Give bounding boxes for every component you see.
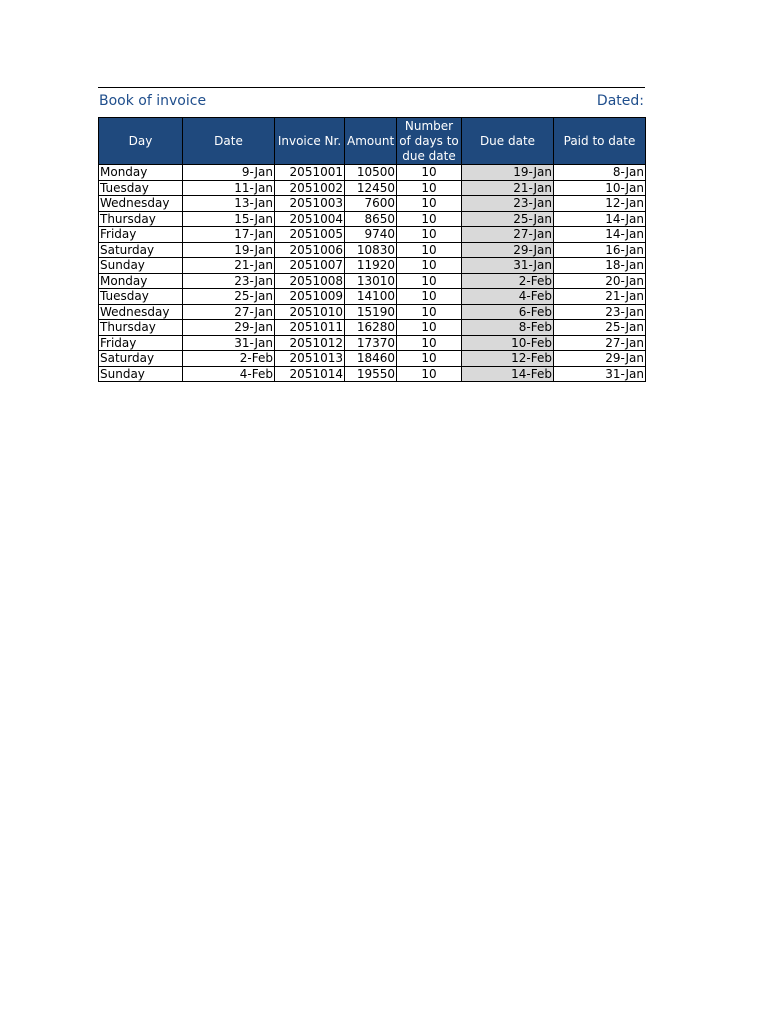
cell-day[interactable]: Tuesday xyxy=(99,180,183,196)
table-row xyxy=(99,289,646,305)
cell-paid-to-date[interactable]: 12-Jan xyxy=(554,196,646,212)
cell-days-to-due[interactable]: 10 xyxy=(397,211,462,227)
cell-date[interactable]: 2-Feb xyxy=(183,351,275,367)
cell-due-date[interactable]: 2-Feb xyxy=(462,273,554,289)
cell-due-date[interactable]: 6-Feb xyxy=(462,304,554,320)
cell-paid-to-date[interactable]: 25-Jan xyxy=(554,320,646,336)
cell-paid-to-date[interactable]: 14-Jan xyxy=(554,211,646,227)
table-row xyxy=(99,273,646,289)
dated-label: Dated: xyxy=(596,93,644,109)
cell-days-to-due[interactable]: 10 xyxy=(397,289,462,305)
cell-days-to-due[interactable]: 10 xyxy=(397,180,462,196)
cell-paid-to-date[interactable]: 23-Jan xyxy=(554,304,646,320)
cell-day[interactable]: Saturday xyxy=(99,351,183,367)
cell-date[interactable]: 23-Jan xyxy=(183,273,275,289)
table-row xyxy=(99,165,646,181)
cell-date[interactable]: 27-Jan xyxy=(183,304,275,320)
column-header-due-date[interactable]: Due date xyxy=(462,118,554,165)
cell-due-date[interactable]: 29-Jan xyxy=(462,242,554,258)
cell-paid-to-date[interactable]: 21-Jan xyxy=(554,289,646,305)
cell-date[interactable]: 31-Jan xyxy=(183,335,275,351)
cell-invoice-nr[interactable]: 2051001 xyxy=(275,165,345,181)
cell-day[interactable]: Sunday xyxy=(99,366,183,382)
cell-paid-to-date[interactable]: 29-Jan xyxy=(554,351,646,367)
cell-day[interactable]: Sunday xyxy=(99,258,183,274)
cell-date[interactable]: 11-Jan xyxy=(183,180,275,196)
cell-due-date[interactable]: 10-Feb xyxy=(462,335,554,351)
cell-days-to-due[interactable]: 10 xyxy=(397,165,462,181)
cell-amount[interactable]: 19550 xyxy=(345,366,397,382)
cell-days-to-due[interactable]: 10 xyxy=(397,304,462,320)
cell-paid-to-date[interactable]: 16-Jan xyxy=(554,242,646,258)
cell-days-to-due[interactable]: 10 xyxy=(397,227,462,243)
cell-invoice-nr[interactable]: 2051009 xyxy=(275,289,345,305)
header-row xyxy=(99,118,646,165)
cell-days-to-due[interactable]: 10 xyxy=(397,366,462,382)
cell-invoice-nr[interactable]: 2051002 xyxy=(275,180,345,196)
cell-day[interactable]: Wednesday xyxy=(99,304,183,320)
cell-amount[interactable]: 8650 xyxy=(345,211,397,227)
cell-due-date[interactable]: 14-Feb xyxy=(462,366,554,382)
table-row xyxy=(99,196,646,212)
cell-days-to-due[interactable]: 10 xyxy=(397,242,462,258)
cell-due-date[interactable]: 31-Jan xyxy=(462,258,554,274)
cell-amount[interactable]: 11920 xyxy=(345,258,397,274)
cell-amount[interactable]: 14100 xyxy=(345,289,397,305)
cell-date[interactable]: 21-Jan xyxy=(183,258,275,274)
cell-amount[interactable]: 10500 xyxy=(345,165,397,181)
cell-invoice-nr[interactable]: 2051007 xyxy=(275,258,345,274)
cell-due-date[interactable]: 21-Jan xyxy=(462,180,554,196)
invoice-sheet xyxy=(98,87,645,382)
cell-due-date[interactable]: 27-Jan xyxy=(462,227,554,243)
cell-date[interactable]: 17-Jan xyxy=(183,227,275,243)
cell-invoice-nr[interactable]: 2051010 xyxy=(275,304,345,320)
title-row xyxy=(98,87,645,117)
cell-amount[interactable]: 13010 xyxy=(345,273,397,289)
cell-days-to-due[interactable]: 10 xyxy=(397,196,462,212)
cell-invoice-nr[interactable]: 2051011 xyxy=(275,320,345,336)
cell-invoice-nr[interactable]: 2051006 xyxy=(275,242,345,258)
column-header-day[interactable]: Day xyxy=(99,118,183,165)
cell-date[interactable]: 25-Jan xyxy=(183,289,275,305)
table-row xyxy=(99,242,646,258)
cell-amount[interactable]: 17370 xyxy=(345,335,397,351)
column-header-date[interactable]: Date xyxy=(183,118,275,165)
cell-due-date[interactable]: 8-Feb xyxy=(462,320,554,336)
cell-days-to-due[interactable]: 10 xyxy=(397,335,462,351)
cell-days-to-due[interactable]: 10 xyxy=(397,320,462,336)
cell-day[interactable]: Friday xyxy=(99,335,183,351)
cell-paid-to-date[interactable]: 27-Jan xyxy=(554,335,646,351)
cell-paid-to-date[interactable]: 20-Jan xyxy=(554,273,646,289)
cell-date[interactable]: 13-Jan xyxy=(183,196,275,212)
cell-amount[interactable]: 16280 xyxy=(345,320,397,336)
cell-day[interactable]: Monday xyxy=(99,273,183,289)
cell-invoice-nr[interactable]: 2051005 xyxy=(275,227,345,243)
cell-day[interactable]: Thursday xyxy=(99,320,183,336)
table-row xyxy=(99,366,646,382)
cell-amount[interactable]: 18460 xyxy=(345,351,397,367)
cell-day[interactable]: Thursday xyxy=(99,211,183,227)
invoice-table xyxy=(98,117,646,382)
sheet-title: Book of invoice xyxy=(99,93,207,109)
cell-date[interactable]: 4-Feb xyxy=(183,366,275,382)
table-row xyxy=(99,304,646,320)
cell-date[interactable]: 15-Jan xyxy=(183,211,275,227)
cell-days-to-due[interactable]: 10 xyxy=(397,258,462,274)
column-header-paid-to-date[interactable]: Paid to date xyxy=(554,118,646,165)
cell-paid-to-date[interactable]: 10-Jan xyxy=(554,180,646,196)
cell-amount[interactable]: 9740 xyxy=(345,227,397,243)
cell-amount[interactable]: 15190 xyxy=(345,304,397,320)
cell-due-date[interactable]: 23-Jan xyxy=(462,196,554,212)
table-row xyxy=(99,351,646,367)
column-header-invoice-nr[interactable]: Invoice Nr. xyxy=(275,118,345,165)
cell-amount[interactable]: 7600 xyxy=(345,196,397,212)
cell-invoice-nr[interactable]: 2051014 xyxy=(275,366,345,382)
table-row xyxy=(99,180,646,196)
cell-invoice-nr[interactable]: 2051004 xyxy=(275,211,345,227)
cell-days-to-due[interactable]: 10 xyxy=(397,351,462,367)
cell-invoice-nr[interactable]: 2051003 xyxy=(275,196,345,212)
table-row xyxy=(99,211,646,227)
cell-date[interactable]: 29-Jan xyxy=(183,320,275,336)
invoice-table-body xyxy=(99,165,646,382)
column-header-amount[interactable]: Amount xyxy=(345,118,397,165)
cell-paid-to-date[interactable]: 18-Jan xyxy=(554,258,646,274)
cell-due-date[interactable]: 19-Jan xyxy=(462,165,554,181)
cell-invoice-nr[interactable]: 2051012 xyxy=(275,335,345,351)
cell-day[interactable]: Wednesday xyxy=(99,196,183,212)
table-row xyxy=(99,227,646,243)
cell-amount[interactable]: 10830 xyxy=(345,242,397,258)
cell-invoice-nr[interactable]: 2051013 xyxy=(275,351,345,367)
cell-day[interactable]: Saturday xyxy=(99,242,183,258)
cell-invoice-nr[interactable]: 2051008 xyxy=(275,273,345,289)
cell-day[interactable]: Friday xyxy=(99,227,183,243)
cell-day[interactable]: Monday xyxy=(99,165,183,181)
cell-date[interactable]: 9-Jan xyxy=(183,165,275,181)
table-row xyxy=(99,258,646,274)
cell-day[interactable]: Tuesday xyxy=(99,289,183,305)
cell-date[interactable]: 19-Jan xyxy=(183,242,275,258)
cell-paid-to-date[interactable]: 31-Jan xyxy=(554,366,646,382)
cell-due-date[interactable]: 25-Jan xyxy=(462,211,554,227)
cell-due-date[interactable]: 4-Feb xyxy=(462,289,554,305)
cell-paid-to-date[interactable]: 14-Jan xyxy=(554,227,646,243)
cell-paid-to-date[interactable]: 8-Jan xyxy=(554,165,646,181)
column-header-days-to-due[interactable]: Number of days to due date xyxy=(397,118,462,165)
table-row xyxy=(99,320,646,336)
cell-due-date[interactable]: 12-Feb xyxy=(462,351,554,367)
table-row xyxy=(99,335,646,351)
cell-amount[interactable]: 12450 xyxy=(345,180,397,196)
cell-days-to-due[interactable]: 10 xyxy=(397,273,462,289)
